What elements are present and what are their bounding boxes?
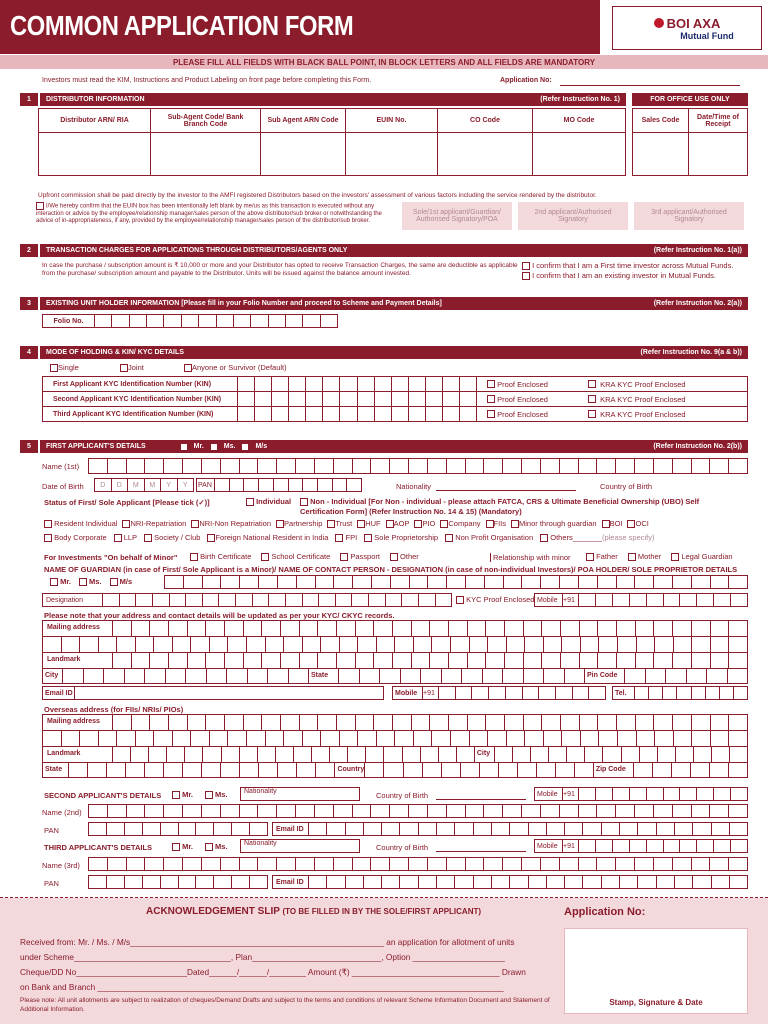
section-ref: (Refer Instruction No. 2(a)) (653, 300, 742, 307)
ack-application-no: Application No: (564, 906, 646, 918)
minor-checkbox[interactable] (511, 520, 519, 528)
ack-line-4: on Bank and Branch ________________________________________________________________________________________ (20, 982, 504, 992)
existing-checkbox[interactable] (522, 272, 530, 280)
third-country-label: Country of Birth (376, 843, 429, 852)
upfront-text: Upfront commission shall be paid directly by the investor to the AMFI registered Distributors based on the investors' assessment of various factors including the service rendered by the distributor. (38, 192, 597, 199)
first-time-label: I confirm that I am a First time investor across Mutual Funds. (532, 261, 734, 270)
sign-box-3[interactable]: 3rd applicant/Authorised Signatory (634, 202, 744, 230)
mr-label: Mr. (193, 443, 204, 450)
mr-checkbox[interactable] (180, 443, 188, 451)
kin-row-2-label: Second Applicant KYC Identification Number (KIN) (53, 395, 222, 403)
sole-prop-checkbox[interactable] (364, 534, 372, 542)
father-checkbox[interactable] (586, 553, 594, 561)
name-1-input[interactable] (88, 458, 748, 474)
dob-hint-d: D (95, 479, 112, 491)
huf-checkbox[interactable] (357, 520, 365, 528)
overseas-mailing-label: Mailing address (43, 715, 113, 730)
rel-option: Mother (637, 552, 662, 561)
guardian-salutations (50, 577, 132, 586)
proof-label: Proof Enclosed (497, 379, 548, 389)
col-sales-code: Sales Code (633, 109, 689, 132)
third-pan-label: PAN (44, 879, 59, 888)
instruction-banner (0, 55, 768, 69)
mode-single[interactable] (50, 363, 79, 372)
input-co-code[interactable] (438, 133, 533, 176)
section-number: 1 (20, 93, 38, 106)
kin-1-kra-checkbox[interactable] (588, 380, 596, 388)
logo-subtitle: Mutual Fund (680, 30, 734, 41)
legal-guardian-checkbox[interactable] (671, 553, 679, 561)
section-2-header (20, 244, 748, 257)
resident-checkbox[interactable] (44, 520, 52, 528)
country-birth-label: Country of Birth (600, 482, 653, 491)
third-name-input[interactable] (88, 857, 748, 871)
input-sub-agent[interactable] (151, 133, 261, 176)
status-option: Minor through guardian (519, 519, 597, 528)
section-ref: (Refer Instruction No. 2(b)) (653, 443, 742, 450)
third-ms-checkbox[interactable] (205, 843, 213, 851)
second-mobile-input[interactable] (534, 787, 748, 801)
dob-hint-m: M (128, 479, 145, 491)
section-4-header (20, 346, 748, 359)
individual-label: Individual (256, 497, 292, 506)
section-3-header (20, 297, 748, 310)
status-option: Others (550, 533, 573, 542)
ack-note: Please note: All unit allotments are subject to realization of cheques/Demand Drafts and subject to the terms and conditions of relevant Scheme Information Document and Statement of Additional Information. (20, 997, 550, 1013)
existing-option[interactable] (522, 271, 716, 280)
kin-3-kra-checkbox[interactable] (588, 410, 596, 418)
kin-table (42, 376, 748, 422)
application-no-input[interactable] (560, 85, 740, 86)
note-text: Investors must read the KIM, Instructions and Product Labeling on front page before completing this Form. (42, 77, 372, 84)
col-distributor-arn: Distributor ARN/ RIA (39, 109, 151, 132)
kyc-proof-option[interactable] (456, 595, 534, 604)
second-country-input[interactable] (436, 799, 526, 800)
folio-input[interactable] (42, 314, 338, 328)
dob-hint-m: M (145, 479, 162, 491)
input-euin[interactable] (346, 133, 438, 176)
third-pan-input[interactable] (88, 875, 268, 889)
name-1-label: Name (1st) (42, 462, 80, 471)
euin-declaration: I/We hereby confirm that the EUIN box has been intentionally left blank by me/us as this transaction is executed without any interaction or advice by the employee/relationship manager/sales person of the above distributor/sub broker or notwithstanding the advice of in-appropriateness, if any, provided by the employee/relationship manager/sales person of the distributor/sub broker. (36, 203, 382, 224)
mode-single-label: Single (58, 363, 79, 372)
section-number: 2 (20, 244, 38, 257)
section-title: FIRST APPLICANT'S DETAILS (46, 443, 146, 450)
third-mr-checkbox[interactable] (172, 843, 180, 851)
kin-3-proof-checkbox[interactable] (487, 410, 495, 418)
section-number: 5 (20, 440, 38, 453)
school-cert-checkbox[interactable] (261, 553, 269, 561)
guardian-title: NAME OF GUARDIAN (in case of First/ Sole Applicant is a Minor)/ NAME OF CONTACT PERSON - DESIGNATION (in case of non-individual Investors)/ POA HOLDER/ SOLE PROPRIETOR DETAILS (44, 565, 738, 574)
mode-joint-label: Joint (128, 363, 144, 372)
form-title: COMMON APPLICATION FORM (10, 10, 354, 41)
mobile-prefix: +91 (563, 594, 579, 606)
status-option: Sole Proprietorship (374, 533, 439, 542)
minor-option: Birth Certificate (200, 552, 252, 561)
kin-1-proof-checkbox[interactable] (487, 380, 495, 388)
mode-joint[interactable] (120, 363, 144, 372)
third-title: THIRD APPLICANT'S DETAILS (44, 843, 153, 852)
passport-checkbox[interactable] (340, 553, 348, 561)
ack-title (146, 906, 481, 917)
input-mo-code[interactable] (533, 133, 625, 176)
status-option: FIIs (493, 519, 506, 528)
section-ref: (Refer Instruction No. 9(a & b)) (640, 349, 742, 356)
aop-checkbox[interactable] (386, 520, 394, 528)
second-title: SECOND APPLICANT'S DETAILS (44, 791, 162, 800)
dob-hint-y: Y (182, 482, 188, 489)
proof-label: Proof Enclosed (497, 409, 548, 419)
salutation: M/s (119, 577, 133, 586)
status-row-2: Body Corporate LLP Society / Club Foreign National Resident in India FPI Sole Proprietorship Non Profit Organisation Others_______(please specify) (44, 533, 754, 542)
tel-label: Tel. (613, 687, 635, 699)
status-option: Company (448, 519, 481, 528)
single-checkbox[interactable] (50, 364, 58, 372)
second-nationality-input[interactable] (240, 787, 360, 801)
email-label: Email ID (273, 876, 309, 888)
second-name-label: Name (2nd) (42, 808, 82, 817)
relationship-label: Relationship with minor (490, 553, 571, 562)
salutation: Ms. (215, 842, 228, 851)
kyc-proof-checkbox[interactable] (456, 596, 464, 604)
kra-label: KRA KYC Proof Enclosed (600, 379, 686, 389)
individual-checkbox[interactable] (246, 498, 254, 506)
relationship-options (586, 552, 733, 561)
mobile-prefix: +91 (563, 788, 579, 800)
designation-label: Designation (43, 594, 103, 606)
mobile-input[interactable] (392, 686, 606, 700)
section-number: 3 (20, 297, 38, 310)
second-name-input[interactable] (88, 804, 748, 818)
third-email-input[interactable] (272, 875, 748, 889)
fpi-checkbox[interactable] (335, 534, 343, 542)
col-date-time: Date/Time of Receipt (697, 113, 739, 128)
second-salutations (172, 790, 228, 799)
col-sub-agent: Sub-Agent Code/ Bank Branch Code (151, 109, 261, 132)
mobile-label: Mobile (535, 788, 563, 800)
kin-row-3-label: Third Applicant KYC Identification Number (KIN) (53, 410, 214, 418)
pan-1-input[interactable] (196, 478, 362, 492)
proof-label: Proof Enclosed (497, 394, 548, 404)
first-time-option[interactable] (522, 261, 733, 270)
stamp-box[interactable] (564, 928, 748, 1014)
country-label: Country (335, 763, 365, 778)
section-title: TRANSACTION CHARGES FOR APPLICATIONS THROUGH DISTRIBUTORS/AGENTS ONLY (46, 247, 348, 254)
nationality-label: Nationality (244, 788, 277, 795)
ack-subtitle: (TO BE FILLED IN BY THE SOLE/FIRST APPLICANT) (282, 907, 482, 916)
status-option: Partnership (284, 519, 323, 528)
anyone-checkbox[interactable] (184, 364, 192, 372)
col-euin: EUIN No. (346, 109, 438, 132)
existing-label: I confirm that I am an existing investor in Mutual Funds. (532, 271, 716, 280)
mailing-address-block[interactable] (42, 620, 748, 684)
mobile-label: Mobile (393, 687, 423, 699)
status-option: NRI-Repatriation (130, 519, 187, 528)
stamp-label: Stamp, Signature & Date (609, 998, 703, 1007)
partnership-checkbox[interactable] (276, 520, 284, 528)
sign-box-1[interactable]: Sole/1st applicant/Guardian/ Authorised Signatory/POA (402, 202, 512, 230)
section-1-header (20, 93, 626, 106)
status-option: HUF (365, 519, 381, 528)
banner-text: PLEASE FILL ALL FIELDS WITH BLACK BALL POINT, IN BLOCK LETTERS AND ALL FIELDS ARE MANDATORY (172, 57, 596, 67)
section-5-header (20, 440, 748, 453)
minor-option: Passport (350, 552, 380, 561)
dob-label: Date of Birth (42, 482, 84, 491)
dob-input[interactable] (94, 478, 194, 492)
third-salutations (172, 842, 228, 851)
non-individual-checkbox[interactable] (300, 498, 308, 506)
dob-hint-d: D (112, 479, 129, 491)
guardian-name-input[interactable] (164, 575, 748, 589)
status-option: Body Corporate (54, 533, 107, 542)
ms-company-label: M/s (255, 443, 268, 450)
transaction-text: In case the purchase / subscription amount is ₹ 10,000 or more and your Distributor has opted to receive Transaction Charges, the same are deductible as applicable from the purchase/ subscription amount and payable to the Distributor. Units will be issued against the balance amount invested. (42, 262, 518, 277)
status-option: Non Profit Organisation (455, 533, 534, 542)
status-option: FPI (345, 533, 358, 542)
sign-box-2[interactable]: 2nd applicant/Authorised Signatory (518, 202, 628, 230)
salutation: Mr. (182, 790, 193, 799)
second-pan-input[interactable] (88, 822, 268, 836)
input-sales-code[interactable] (633, 133, 689, 176)
second-mr-checkbox[interactable] (172, 791, 180, 799)
kin-row-3-input[interactable] (237, 407, 477, 421)
office-use-header: FOR OFFICE USE ONLY (632, 93, 748, 106)
rel-option: Father (596, 552, 618, 561)
overseas-state-label: State (43, 763, 69, 778)
logo-text: BOI AXA (666, 15, 721, 31)
kin-row-1-input[interactable] (237, 377, 477, 391)
status-option: Society / Club (154, 533, 201, 542)
input-sub-agent-arn[interactable] (261, 133, 346, 176)
email-label: Email ID (43, 687, 75, 699)
pan-label: PAN (197, 479, 215, 491)
mobile-prefix: +91 (423, 687, 439, 699)
euin-declaration-block (36, 202, 396, 225)
col-sub-agent-arn: Sub Agent ARN Code (261, 109, 346, 132)
ack-title-text: ACKNOWLEDGEMENT SLIP (146, 906, 280, 917)
other-doc-checkbox[interactable] (390, 553, 398, 561)
zip-label: Zip Code (594, 763, 634, 778)
overseas-label: Overseas address (for FIIs/ NRIs/ PIOs) (44, 705, 184, 714)
society-checkbox[interactable] (144, 534, 152, 542)
second-ms-checkbox[interactable] (205, 791, 213, 799)
dob-hint-y: Y (161, 479, 178, 491)
joint-checkbox[interactable] (120, 364, 128, 372)
third-country-input[interactable] (436, 851, 526, 852)
input-distributor-arn[interactable] (39, 133, 151, 176)
minor-option: School Certificate (271, 552, 331, 561)
salutation: Ms. (215, 790, 228, 799)
nationality-label: Nationality (396, 482, 432, 491)
status-option: PIO (422, 519, 436, 528)
ack-line-2: under Scheme__________________________________, Plan____________________________, Option ____________________ (20, 952, 505, 962)
overseas-address-block[interactable] (42, 714, 748, 778)
non-individual-label: Non - Individual [For Non - individual - please attach FATCA, CRS & Ultimate Beneficial Ownership (UBO) Self Certification Form] (Refer Instruction No. 14 & 15) (Mandatory) (300, 497, 700, 516)
status-option: BOI (609, 519, 623, 528)
section-ref: (Refer Instruction No. 1(a)) (653, 247, 742, 254)
email-input[interactable] (42, 686, 384, 700)
email-label: Email ID (273, 823, 309, 835)
salutation: Ms. (89, 577, 102, 586)
status-option: Resident Individual (54, 519, 118, 528)
rel-option: Legal Guardian (681, 552, 733, 561)
logo-mark-icon (654, 18, 664, 28)
mailing-label: Mailing address (43, 621, 113, 636)
salutation: Mr. (60, 577, 71, 586)
guardian-ms-company-checkbox[interactable] (110, 578, 118, 586)
distributor-table (38, 108, 626, 176)
minor-label: For Investments "On behalf of Minor" (44, 553, 178, 562)
ms-checkbox[interactable] (210, 443, 218, 451)
kra-label: KRA KYC Proof Enclosed (600, 409, 686, 419)
address-note: Please note that your address and contact details will be updated as per your KYC/ CKYC records. (44, 611, 395, 620)
nationality-input[interactable] (436, 490, 576, 491)
section-title: DISTRIBUTOR INFORMATION (46, 96, 145, 103)
state-label: State (309, 669, 339, 684)
status-option: NRI-Non Repatriation (199, 519, 272, 528)
salutation: Mr. (182, 842, 193, 851)
section-number: 4 (20, 346, 38, 359)
office-table (632, 108, 748, 176)
boi-checkbox[interactable] (602, 520, 610, 528)
others-checkbox[interactable] (540, 534, 548, 542)
please-specify: (please specify) (601, 533, 655, 542)
minor-options (190, 552, 419, 561)
individual-option[interactable] (246, 497, 291, 506)
minor-option: Other (400, 552, 419, 561)
kra-label: KRA KYC Proof Enclosed (600, 394, 686, 404)
status-option: Trust (335, 519, 353, 528)
input-date-time[interactable] (689, 133, 747, 176)
mother-checkbox[interactable] (628, 553, 636, 561)
second-email-input[interactable] (272, 822, 748, 836)
guardian-ms-checkbox[interactable] (79, 578, 87, 586)
landmark-label: Landmark (43, 653, 113, 668)
overseas-landmark-label: Landmark (43, 747, 113, 762)
kin-2-proof-checkbox[interactable] (487, 395, 495, 403)
section-title: MODE OF HOLDING & KIN/ KYC DETAILS (46, 349, 184, 356)
birth-cert-checkbox[interactable] (190, 553, 198, 561)
mobile-label: Mobile (535, 840, 563, 852)
section-ref: (Refer Instruction No. 1) (540, 96, 620, 103)
ms-label: Ms. (223, 443, 236, 450)
status-option: AOP (393, 519, 410, 528)
non-profit-checkbox[interactable] (445, 534, 453, 542)
status-label: Status of First/ Sole Applicant [Please tick (✓)] (44, 498, 210, 507)
fii-checkbox[interactable] (486, 520, 494, 528)
col-mo-code: MO Code (563, 117, 595, 124)
kin-row-1-label: First Applicant KYC Identification Number (KIN) (53, 380, 212, 388)
col-co-code: CO Code (438, 109, 533, 132)
ms-company-checkbox[interactable] (241, 443, 249, 451)
third-name-label: Name (3rd) (42, 861, 80, 870)
first-time-checkbox[interactable] (522, 262, 530, 270)
mobile-label: Mobile (535, 594, 563, 606)
status-option: Foreign National Resident in India (215, 533, 329, 542)
overseas-city-label: City (475, 747, 495, 762)
llp-checkbox[interactable] (114, 534, 122, 542)
status-row-1 (44, 519, 754, 528)
status-option: LLP (123, 533, 138, 542)
application-no-label: Application No: (500, 77, 552, 84)
second-country-label: Country of Birth (376, 791, 429, 800)
guardian-mobile-input[interactable] (534, 593, 748, 607)
mobile-prefix: +91 (563, 840, 579, 852)
tel-input[interactable] (612, 686, 748, 700)
non-individual-option[interactable] (300, 497, 730, 517)
pin-label: Pin Code (585, 669, 625, 684)
kin-2-kra-checkbox[interactable] (588, 395, 596, 403)
mode-anyone[interactable] (184, 363, 287, 372)
third-mobile-input[interactable] (534, 839, 748, 853)
designation-input[interactable] (42, 593, 452, 607)
logo (612, 6, 762, 50)
section-title: EXISTING UNIT HOLDER INFORMATION [Please fill in your Folio Number and proceed to Scheme and Payment Details] (46, 300, 442, 307)
kyc-proof-label: KYC Proof Enclosed (466, 595, 535, 604)
euin-checkbox[interactable] (36, 202, 44, 210)
nationality-label: Nationality (244, 840, 277, 847)
folio-label: Folio No. (43, 315, 95, 327)
kin-row-2-input[interactable] (237, 392, 477, 406)
ack-line-1: Received from: Mr. / Ms. / M/s_______________________________________________________ an application for allotment of units (20, 937, 515, 947)
city-label: City (43, 669, 63, 684)
mode-anyone-label: Anyone or Survivor (Default) (192, 363, 287, 372)
second-pan-label: PAN (44, 826, 59, 835)
status-option: OCI (635, 519, 649, 528)
ack-line-3: Cheque/DD No________________________Dated______/______/________ Amount (₹) ________________________________ Drawn (20, 967, 526, 977)
third-nationality-input[interactable] (240, 839, 360, 853)
guardian-mr-checkbox[interactable] (50, 578, 58, 586)
body-corporate-checkbox[interactable] (44, 534, 52, 542)
